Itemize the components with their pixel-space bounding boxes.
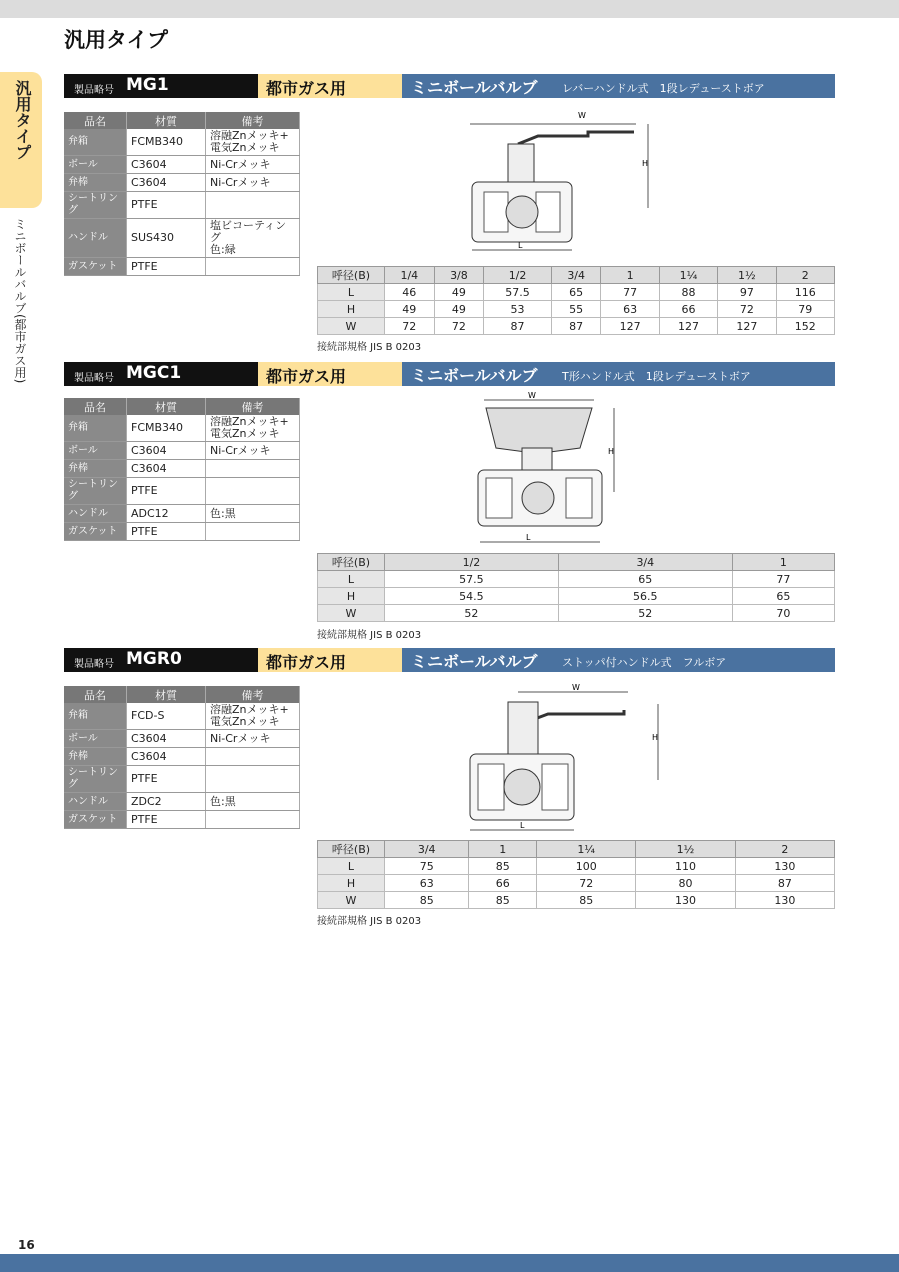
part-material: C3604 [127,156,206,174]
part-name: ガスケット [64,811,127,829]
dimension-label: H [318,301,385,318]
dimension-row [318,875,835,892]
part-note: 溶融Znメッキ+ 電気Znメッキ [206,415,300,442]
material-header-row [64,398,300,415]
dimension-value: 77 [601,284,659,301]
size-cell: 1/2 [484,267,552,284]
dimension-header-row [318,554,835,571]
part-note: Ni-Crメッキ [206,442,300,460]
size-cell: 2 [735,841,834,858]
dimension-label: H [318,588,385,605]
part-material: C3604 [127,730,206,748]
svg-text:L: L [520,821,525,830]
dimension-value: 49 [434,284,484,301]
size-cell: 1¼ [659,267,717,284]
product-code: MG1 [126,75,169,95]
dimension-table-mg1 [317,266,835,335]
valve-drawing-mg1 [458,104,668,254]
dimension-value: 46 [385,284,435,301]
page-number: 16 [18,1238,35,1252]
dimension-value: 72 [537,875,636,892]
dimension-value: 49 [434,301,484,318]
dimension-value: 54.5 [385,588,559,605]
part-name: ハンドル [64,793,127,811]
material-row [64,192,300,219]
top-bar [0,0,899,18]
material-row [64,460,300,478]
product-subtype: ストッパ付ハンドル式 フルボア [562,656,727,669]
dimension-value: 88 [659,284,717,301]
dimension-label: W [318,605,385,622]
dimension-value: 85 [469,892,537,909]
svg-text:H: H [652,733,659,742]
dimension-value: 65 [551,284,601,301]
part-note [206,258,300,276]
material-row [64,258,300,276]
svg-text:W: W [572,683,580,692]
dimension-value: 52 [558,605,732,622]
dimension-value: 80 [636,875,735,892]
dimension-value: 127 [659,318,717,335]
part-material: PTFE [127,192,206,219]
usage-label: 都市ガス用 [266,367,347,386]
part-name: 弁棒 [64,748,127,766]
dimension-value: 116 [776,284,834,301]
material-header-cell: 備考 [206,686,300,703]
dimension-value: 85 [385,892,469,909]
part-material: PTFE [127,478,206,505]
dimension-row [318,605,835,622]
dimension-header-row [318,841,835,858]
product-prefix: 製品略号 [74,373,114,384]
dimension-value: 87 [484,318,552,335]
product-prefix: 製品略号 [74,85,114,96]
size-cell: 3/8 [434,267,484,284]
size-cell: 1½ [718,267,776,284]
dimension-value: 110 [636,858,735,875]
material-header-cell: 備考 [206,398,300,415]
part-material: C3604 [127,748,206,766]
dimension-header-label: 呼径(B) [318,841,385,858]
product-code: MGR0 [126,649,182,669]
dimension-label: W [318,892,385,909]
material-row [64,174,300,192]
product-code: MGC1 [126,363,182,383]
dimension-value: 130 [735,892,834,909]
side-tab-label: 汎用タイプ [13,80,32,160]
dimension-header-label: 呼径(B) [318,554,385,571]
part-material: FCMB340 [127,129,206,156]
material-table-mg1 [64,112,300,276]
svg-text:W: W [528,392,536,400]
dimension-value: 72 [385,318,435,335]
material-row [64,442,300,460]
dimension-value: 63 [385,875,469,892]
svg-text:H: H [642,159,649,168]
part-name: シートリング [64,766,127,793]
dimension-value: 72 [718,301,776,318]
product-type: ミニボールバルブ [411,78,538,97]
size-cell: 3/4 [385,841,469,858]
part-note: 溶融Znメッキ+ 電気Znメッキ [206,703,300,730]
svg-text:L: L [518,241,523,250]
material-row [64,478,300,505]
product-header-mgr0 [64,648,835,672]
part-name: 弁箱 [64,129,127,156]
part-name: シートリング [64,478,127,505]
dimension-value: 63 [601,301,659,318]
part-material: FCD-S [127,703,206,730]
part-note: 溶融Znメッキ+ 電気Znメッキ [206,129,300,156]
part-material: PTFE [127,258,206,276]
dimension-value: 52 [385,605,559,622]
dimension-row [318,301,835,318]
part-name: ハンドル [64,505,127,523]
material-row [64,703,300,730]
part-material: ZDC2 [127,793,206,811]
material-row [64,730,300,748]
dimension-label: L [318,284,385,301]
part-note: Ni-Crメッキ [206,156,300,174]
dimension-row [318,588,835,605]
dimension-label: L [318,571,385,588]
connection-note: 接続部規格 JIS B 0203 [317,342,422,353]
part-name: 弁棒 [64,460,127,478]
dimension-table-mgc1 [317,553,835,622]
part-material: FCMB340 [127,415,206,442]
dimension-header-label: 呼径(B) [318,267,385,284]
size-cell: 1½ [636,841,735,858]
usage-label: 都市ガス用 [266,653,347,672]
dimension-value: 87 [735,875,834,892]
material-row [64,793,300,811]
dimension-value: 77 [732,571,834,588]
dimension-value: 70 [732,605,834,622]
part-material: PTFE [127,523,206,541]
size-cell: 3/4 [551,267,601,284]
part-name: ガスケット [64,523,127,541]
material-row [64,523,300,541]
dimension-value: 100 [537,858,636,875]
material-row [64,766,300,793]
material-table-mgc1 [64,398,300,541]
dimension-row [318,892,835,909]
material-header-cell: 材質 [127,112,206,129]
part-name: 弁棒 [64,174,127,192]
part-note [206,478,300,505]
part-note: Ni-Crメッキ [206,174,300,192]
product-prefix: 製品略号 [74,659,114,670]
dimension-value: 66 [659,301,717,318]
part-note: 塩ビコーティング 色:緑 [206,219,300,258]
dimension-value: 65 [558,571,732,588]
dimension-value: 55 [551,301,601,318]
dimension-value: 75 [385,858,469,875]
product-type: ミニボールバルブ [411,366,538,385]
dimension-row [318,858,835,875]
dimension-value: 66 [469,875,537,892]
part-name: ボール [64,442,127,460]
dimension-value: 127 [601,318,659,335]
part-material: ADC12 [127,505,206,523]
material-header-row [64,112,300,129]
material-row [64,129,300,156]
dimension-row [318,284,835,301]
dimension-value: 79 [776,301,834,318]
dimension-value: 56.5 [558,588,732,605]
product-header-mg1 [64,74,835,98]
part-name: ボール [64,730,127,748]
part-note [206,766,300,793]
part-name: 弁箱 [64,415,127,442]
material-row [64,505,300,523]
dimension-label: L [318,858,385,875]
dimension-row [318,318,835,335]
part-note [206,192,300,219]
part-material: C3604 [127,460,206,478]
size-cell: 1 [469,841,537,858]
part-note: 色:黒 [206,505,300,523]
dimension-value: 87 [551,318,601,335]
material-row [64,156,300,174]
size-cell: 3/4 [558,554,732,571]
part-material: SUS430 [127,219,206,258]
dimension-label: W [318,318,385,335]
dimension-value: 127 [718,318,776,335]
dimension-header-row [318,267,835,284]
dimension-value: 53 [484,301,552,318]
part-name: シートリング [64,192,127,219]
part-note: Ni-Crメッキ [206,730,300,748]
part-name: 弁箱 [64,703,127,730]
dimension-value: 130 [636,892,735,909]
size-cell: 2 [776,267,834,284]
dimension-row [318,571,835,588]
svg-text:L: L [526,533,531,542]
dimension-value: 130 [735,858,834,875]
dimension-value: 57.5 [484,284,552,301]
part-name: ボール [64,156,127,174]
connection-note: 接続部規格 JIS B 0203 [317,916,422,927]
material-row [64,811,300,829]
usage-label: 都市ガス用 [266,79,347,98]
material-row [64,748,300,766]
material-header-row [64,686,300,703]
dimension-value: 85 [537,892,636,909]
size-cell: 1 [601,267,659,284]
part-note [206,523,300,541]
part-note [206,460,300,478]
side-sub-label: ミニボールバルブ(都市ガス用) [13,218,27,384]
product-type: ミニボールバルブ [411,652,538,671]
part-name: ハンドル [64,219,127,258]
dimension-table-mgr0 [317,840,835,909]
valve-drawing-mgc1 [470,392,630,548]
dimension-value: 65 [732,588,834,605]
size-cell: 1 [732,554,834,571]
material-header-cell: 備考 [206,112,300,129]
svg-text:H: H [608,447,615,456]
material-header-cell: 品名 [64,686,127,703]
part-material: C3604 [127,442,206,460]
part-material: PTFE [127,766,206,793]
dimension-value: 72 [434,318,484,335]
part-material: PTFE [127,811,206,829]
dimension-value: 152 [776,318,834,335]
material-header-cell: 品名 [64,112,127,129]
product-subtype: レバーハンドル式 1段レデューストボア [562,82,765,95]
dimension-value: 97 [718,284,776,301]
dimension-value: 57.5 [385,571,559,588]
part-note: 色:黒 [206,793,300,811]
material-header-cell: 品名 [64,398,127,415]
material-row [64,219,300,258]
valve-drawing-mgr0 [462,680,672,836]
dimension-value: 85 [469,858,537,875]
material-row [64,415,300,442]
part-note [206,748,300,766]
part-material: C3604 [127,174,206,192]
bottom-bar [0,1254,899,1272]
part-note [206,811,300,829]
size-cell: 1/4 [385,267,435,284]
product-subtype: T形ハンドル式 1段レデューストボア [562,370,751,383]
product-header-mgc1 [64,362,835,386]
material-header-cell: 材質 [127,686,206,703]
dimension-label: H [318,875,385,892]
connection-note: 接続部規格 JIS B 0203 [317,630,422,641]
size-cell: 1¼ [537,841,636,858]
part-name: ガスケット [64,258,127,276]
dimension-value: 49 [385,301,435,318]
page-title: 汎用タイプ [64,28,168,52]
size-cell: 1/2 [385,554,559,571]
material-table-mgr0 [64,686,300,829]
dim-w-label: W [578,111,586,120]
material-header-cell: 材質 [127,398,206,415]
